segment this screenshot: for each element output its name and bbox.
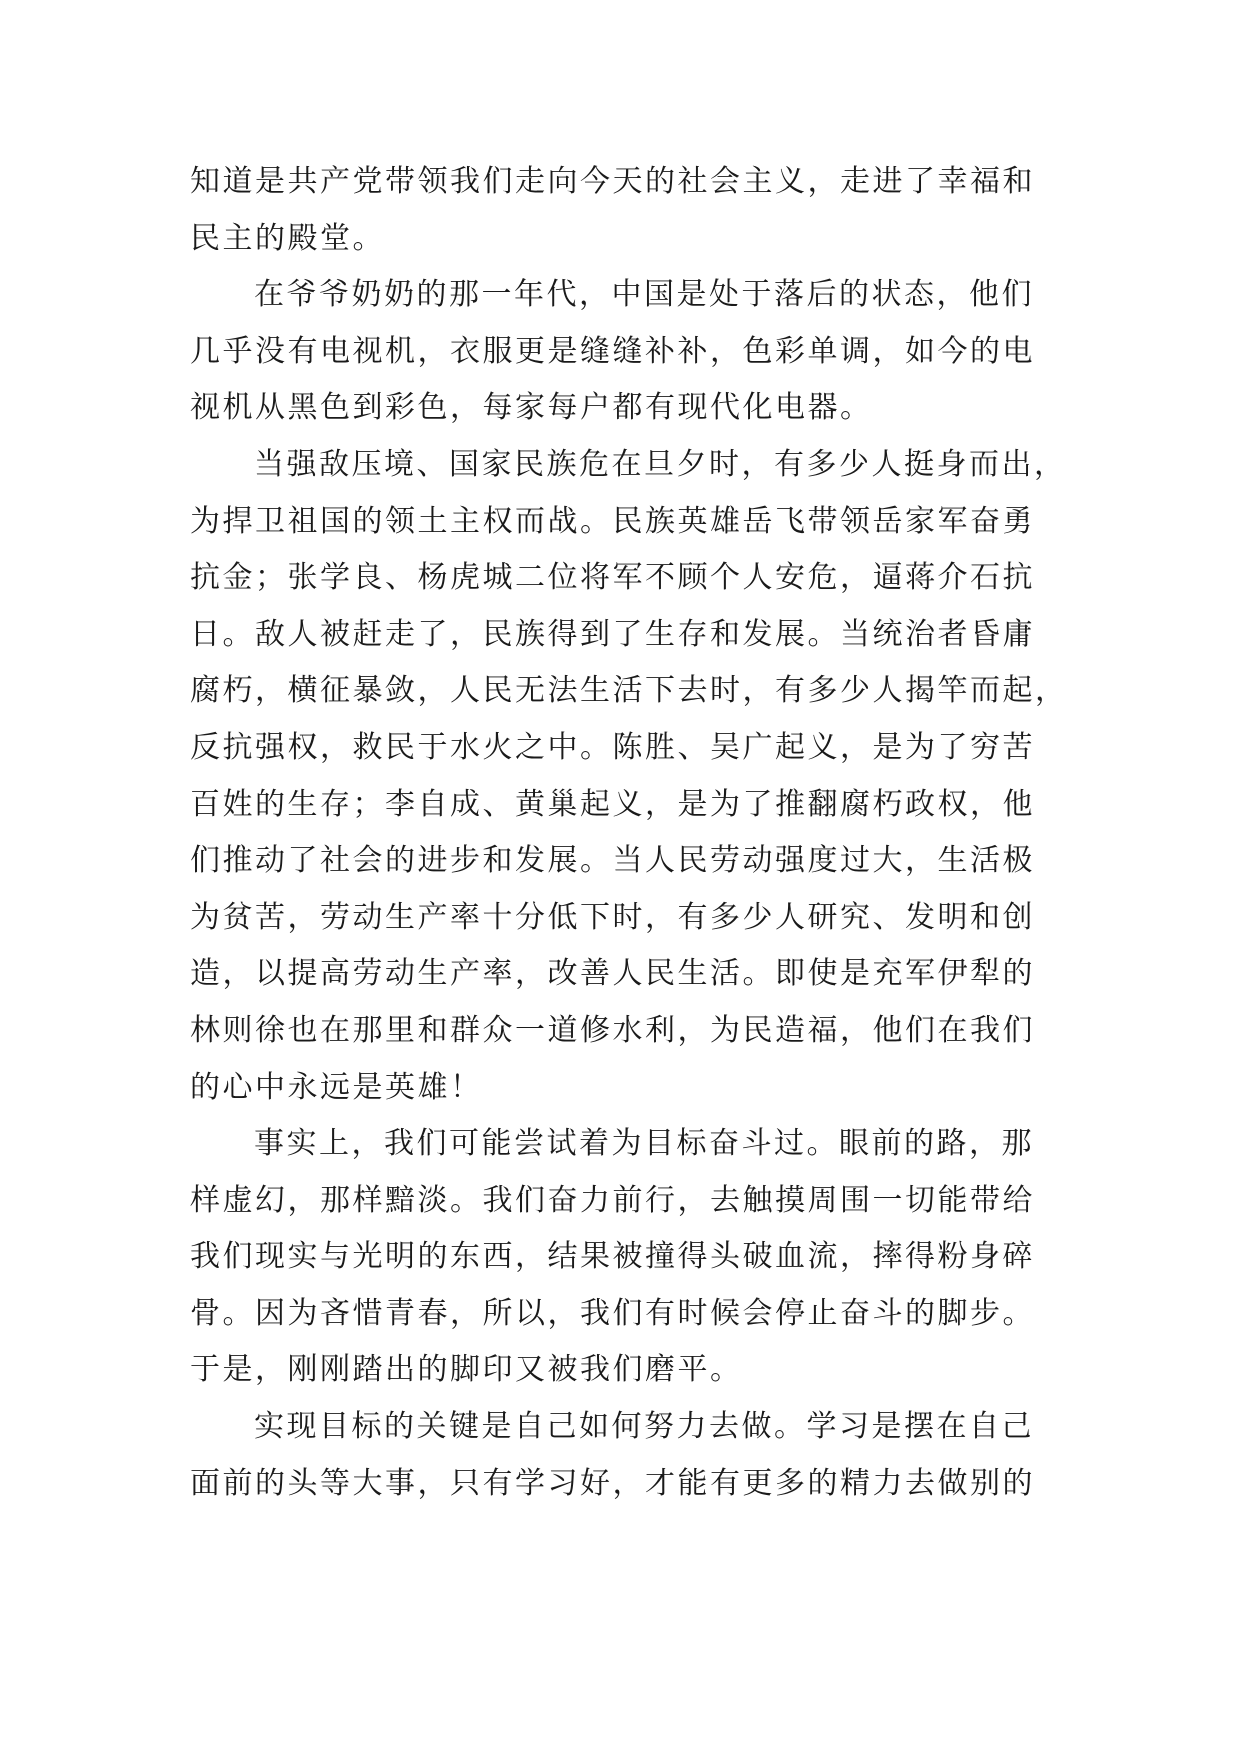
text-line: 面前的头等大事，只有学习好，才能有更多的精力去做别的 <box>190 1465 1035 1501</box>
paragraph-first-line: 在爷爷奶奶的那一年代，中国是处于落后的状态，他们 <box>254 277 1034 313</box>
text-line: 为捍卫祖国的领土主权而战。民族英雄岳飞带领岳家军奋勇 <box>190 503 1035 539</box>
document-body <box>190 154 1068 1512</box>
text-line: 于是，刚刚踏出的脚印又被我们磨平。 <box>190 1352 743 1388</box>
text-line: 的心中永远是英雄！ <box>190 1069 483 1105</box>
text-line: 我们现实与光明的东西，结果被撞得头破血流，摔得粉身碎 <box>190 1239 1035 1275</box>
text-line: 腐朽，横征暴敛，人民无法生活下去时，有多少人揭竿而起， <box>190 673 1068 709</box>
text-line: 几乎没有电视机，衣服更是缝缝补补，色彩单调，如今的电 <box>190 333 1035 369</box>
text-line: 知道是共产党带领我们走向今天的社会主义，走进了幸福和 <box>190 164 1035 199</box>
text-line: 抗金；张学良、杨虎城二位将军不顾个人安危，逼蒋介石抗 <box>190 560 1035 596</box>
text-line: 造，以提高劳动生产率，改善人民生活。即使是充军伊犁的 <box>190 956 1035 992</box>
text-line: 林则徐也在那里和群众一道修水利，为民造福，他们在我们 <box>190 1012 1035 1048</box>
text-line: 反抗强权，救民于水火之中。陈胜、吴广起义，是为了穷苦 <box>190 729 1035 765</box>
paragraph-first-line: 实现目标的关键是自己如何努力去做。学习是摆在自己 <box>254 1409 1034 1445</box>
text-line: 为贫苦，劳动生产率十分低下时，有多少人研究、发明和创 <box>190 899 1035 935</box>
text-line: 百姓的生存；李自成、黄巢起义，是为了推翻腐朽政权，他 <box>190 786 1035 822</box>
paragraph-first-line: 当强敌压境、国家民族危在旦夕时，有多少人挺身而出， <box>254 446 1067 482</box>
text-line: 日。敌人被赶走了，民族得到了生存和发展。当统治者昏庸 <box>190 616 1035 652</box>
text-line: 样虚幻，那样黯淡。我们奋力前行，去触摸周围一切能带给 <box>190 1182 1035 1218</box>
text-line: 骨。因为吝惜青春，所以，我们有时候会停止奋斗的脚步。 <box>190 1295 1035 1331</box>
text-line: 们推动了社会的进步和发展。当人民劳动强度过大，生活极 <box>190 843 1035 879</box>
text-line: 民主的殿堂。 <box>190 220 385 256</box>
text-line: 视机从黑色到彩色，每家每户都有现代化电器。 <box>190 390 873 426</box>
paragraph-first-line: 事实上，我们可能尝试着为目标奋斗过。眼前的路，那 <box>254 1126 1034 1162</box>
